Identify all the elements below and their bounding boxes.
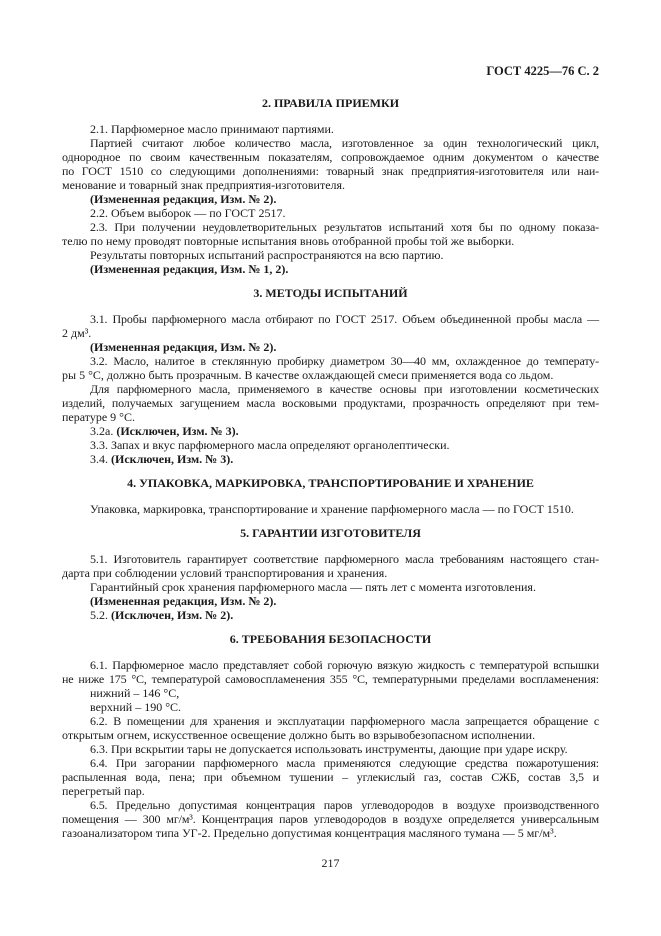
section-heading: 4. УПАКОВКА, МАРКИРОВКА, ТРАНСПОРТИРОВАНИЕ И ХРАНЕНИЕ — [127, 476, 534, 490]
text-segment: Партией считают любое количество масла, изготовленное за один технологический цикл, — [90, 136, 599, 150]
section — [62, 632, 599, 840]
text-line — [62, 164, 599, 178]
text-segment: 3.2а. — [90, 424, 117, 438]
text-segment: распыленная вода, пена; при объемном тушении – углекислый газ, состав СЖБ, состав 3,5 и — [62, 770, 599, 784]
text-line — [62, 700, 599, 714]
text-line — [62, 742, 599, 756]
page-number: 217 — [321, 856, 340, 870]
section-heading: 2. ПРАВИЛА ПРИЕМКИ — [261, 96, 400, 110]
section-heading: 5. ГАРАНТИИ ИЗГОТОВИТЕЛЯ — [240, 526, 421, 540]
text-line — [62, 150, 599, 164]
text-line — [62, 798, 599, 812]
section — [62, 526, 599, 622]
text-line — [62, 826, 599, 840]
text-segment: изделий, получаемых загущением масла восковыми продуктами, прозрачность определяют при тем- — [62, 396, 599, 410]
text-segment: 3.1. Пробы парфюмерного масла отбирают по ГОСТ 2517. Объем объединенной пробы масла — — [90, 312, 599, 326]
text-segment: газоанализатором типа УГ-2. Предельно допустимая концентрация масляного тумана — 5 мг/м³. — [62, 826, 557, 840]
section — [62, 96, 599, 276]
text-line — [62, 502, 599, 516]
text-segment: открытым огнем, искусственное освещение должно быть во взрывобезопасном исполнении. — [62, 728, 536, 742]
text-line — [62, 728, 599, 742]
text-segment: 5.1. Изготовитель гарантирует соответствие парфюмерного масла требованиям настоящего стан- — [90, 552, 599, 566]
text-line — [62, 340, 599, 354]
text-line — [62, 580, 599, 594]
text-line — [62, 178, 599, 192]
amendment-note: (Исключен, Изм. № 3). — [116, 424, 239, 438]
text-segment: 5.2. — [90, 608, 111, 622]
text-line — [62, 608, 599, 622]
text-segment: 6.3. При вскрытии тары не допускается использовать инструменты, дающие при ударе искру. — [90, 742, 568, 756]
amendment-note: (Исключен, Изм. № 3). — [111, 452, 234, 466]
text-segment: ры 5 °С, должно быть прозрачным. В качестве охлаждающей смеси применяется вода со льдом. — [62, 368, 554, 382]
text-line — [62, 396, 599, 410]
text-line — [62, 248, 599, 262]
text-line — [62, 424, 599, 438]
text-line — [62, 312, 599, 326]
text-line — [62, 326, 599, 340]
text-line — [62, 756, 599, 770]
text-segment: 3.2. Масло, налитое в стеклянную пробирку диаметром 30—40 мм, охлажденное до температу- — [90, 354, 599, 368]
section — [62, 476, 599, 516]
text-line — [62, 410, 599, 424]
text-segment: 6.1. Парфюмерное масло представляет собой горючую вязкую жидкость с температурой вспышки — [90, 658, 599, 672]
text-segment: 6.4. При загорании парфюмерного масла применяются следующие средства пожаротушения: — [90, 756, 599, 770]
text-line — [62, 686, 599, 700]
text-segment: Упаковка, маркировка, транспортирование и хранение парфюмерного масла — по ГОСТ 1510. — [90, 502, 574, 516]
amendment-note: (Измененная редакция, Изм. № 1, 2). — [90, 262, 289, 276]
text-line — [62, 770, 599, 784]
text-segment: Результаты повторных испытаний распространяются на всю партию. — [90, 248, 444, 262]
text-segment: не ниже 175 °С, температурой самовоспламенения 355 °С, температурными пределами воспламенения: — [62, 672, 599, 686]
text-line — [62, 206, 599, 220]
text-segment: 6.2. В помещении для хранения и эксплуатации парфюмерного масла запрещается обращение с — [90, 714, 599, 728]
text-segment: 2 дм³. — [62, 326, 92, 340]
page-header: ГОСТ 4225—76 С. 2 — [486, 64, 599, 78]
text-segment: 3.3. Запах и вкус парфюмерного масла определяют органолептически. — [90, 438, 450, 452]
text-line — [62, 552, 599, 566]
text-segment: дарта при соблюдении условий транспортирования и хранения. — [62, 566, 388, 580]
text-line — [62, 382, 599, 396]
text-segment: верхний – 190 °С. — [90, 700, 181, 714]
text-segment: менование и товарный знак предприятия-изготовителя. — [62, 178, 346, 192]
text-segment: Для парфюмерного масла, применяемого в качестве основы при изготовлении косметических — [90, 382, 599, 396]
text-line — [62, 784, 599, 798]
text-segment: по ГОСТ 1510 со следующими дополнениями: товарный знак предприятия-изготовителя или наи- — [62, 164, 599, 178]
text-line — [62, 714, 599, 728]
text-segment: однородное по своим качественным показателям, сопровождаемое одним документом о качестве — [62, 150, 599, 164]
text-segment: 2.1. Парфюмерное масло принимают партиями. — [90, 122, 334, 136]
text-line — [62, 566, 599, 580]
text-segment: перегретый пар. — [62, 784, 145, 798]
text-line — [62, 220, 599, 234]
amendment-note: (Измененная редакция, Изм. № 2). — [90, 340, 277, 354]
text-line — [62, 192, 599, 206]
text-segment: 2.3. При получении неудовлетворительных результатов испытаний хотя бы по одному показа- — [90, 220, 599, 234]
section-heading: 6. ТРЕБОВАНИЯ БЕЗОПАСНОСТИ — [229, 632, 432, 646]
text-segment: 6.5. Предельно допустимая концентрация паров углеводородов в воздухе производственного — [90, 798, 599, 812]
text-line — [62, 354, 599, 368]
text-line — [62, 262, 599, 276]
text-line — [62, 368, 599, 382]
section — [62, 286, 599, 466]
text-segment: нижний – 146 °С, — [90, 686, 180, 700]
text-segment: 2.2. Объем выборок — по ГОСТ 2517. — [90, 206, 286, 220]
document-body — [62, 96, 599, 840]
text-line — [62, 672, 599, 686]
text-line — [62, 594, 599, 608]
text-segment: пературе 9 °С. — [62, 410, 135, 424]
amendment-note: (Измененная редакция, Изм. № 2). — [90, 192, 277, 206]
amendment-note: (Исключен, Изм. № 2). — [111, 608, 234, 622]
text-line — [62, 812, 599, 826]
text-segment: Гарантийный срок хранения парфюмерного масла — пять лет с момента изготовления. — [90, 580, 536, 594]
text-segment: телю по нему проводят повторные испытания вновь отобранной пробы той же выборки. — [62, 234, 515, 248]
text-line — [62, 438, 599, 452]
amendment-note: (Измененная редакция, Изм. № 2). — [90, 594, 277, 608]
text-segment: 3.4. — [90, 452, 111, 466]
text-line — [62, 658, 599, 672]
text-line — [62, 122, 599, 136]
text-segment: помещения — 300 мг/м³. Концентрация паров углеводородов в воздухе определяется универсальным — [62, 812, 599, 826]
text-line — [62, 136, 599, 150]
text-line — [62, 452, 599, 466]
text-line — [62, 234, 599, 248]
section-heading: 3. МЕТОДЫ ИСПЫТАНИЙ — [253, 286, 408, 300]
